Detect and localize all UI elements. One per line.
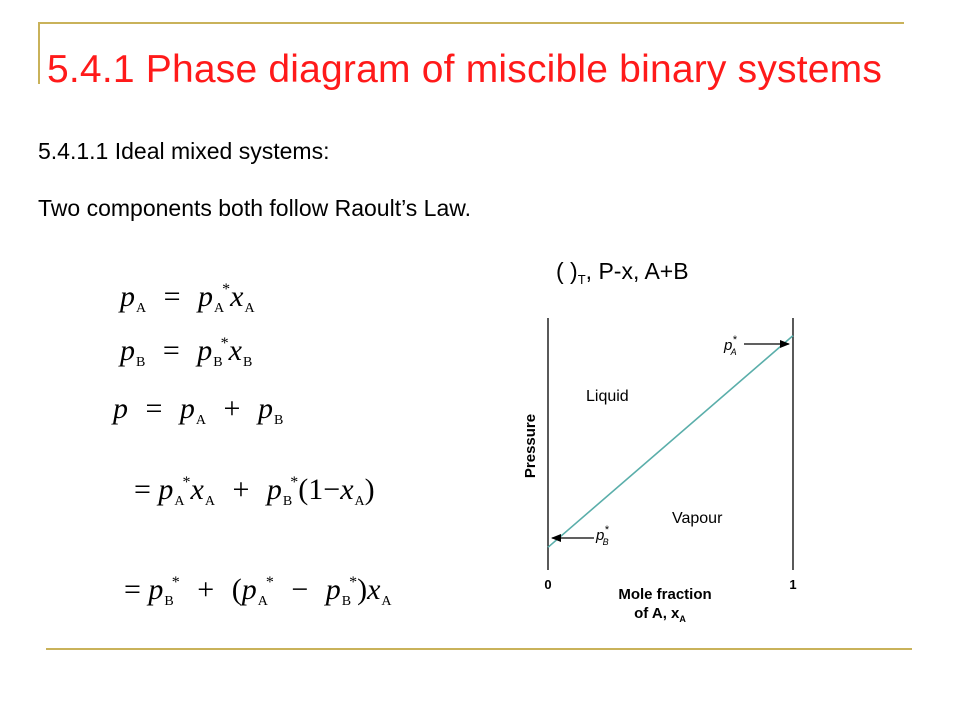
svg-text:p*A: p* A	[724, 334, 737, 357]
left-rule	[38, 22, 40, 84]
section-subtitle: 5.4.1.1 Ideal mixed systems:	[38, 138, 330, 164]
pB-star-label	[595, 524, 609, 547]
pA-star-label	[723, 334, 737, 357]
condition-subscript: T	[577, 272, 586, 287]
x-axis-label-line1: Mole fraction	[618, 586, 712, 603]
raoult-statement: Two components both follow Raoult’s Law.	[38, 195, 471, 221]
top-rule	[38, 22, 904, 24]
x-max-tick-label: 1	[789, 577, 797, 592]
y-axis-label: Pressure	[522, 413, 539, 479]
equation-partial-pressure-a: $p_A = p_A^*x_A$	[120, 280, 255, 316]
svg-text:p*B: p* B	[596, 524, 609, 547]
equation-partial-pressure-b: $p_B = p_B^*x_B$	[120, 334, 253, 370]
slide-title: 5.4.1 Phase diagram of miscible binary systems	[47, 48, 883, 91]
condition-suffix: , P-x, A+B	[585, 258, 689, 284]
phase-diagram	[500, 300, 820, 630]
bottom-rule	[46, 648, 912, 650]
diagram-condition	[556, 258, 689, 287]
ideal-pressure-line	[548, 336, 793, 548]
equation-total-pressure: $p = p_A + p_B$	[113, 392, 284, 428]
liquid-region-label: Liquid	[586, 388, 629, 405]
vapour-region-label: Vapour	[672, 510, 723, 527]
condition-prefix: ( )	[556, 258, 578, 284]
x-min-tick-label: 0	[544, 577, 552, 592]
x-axis-label-line2: of A, $x_A$	[634, 605, 686, 624]
equation-expanded: = $p_A^*x_A + p_B^*(1-x_A)$	[134, 473, 375, 509]
equation-linear-form: = $p_B^* + (p_A^* - p_B^*)x_A$	[124, 573, 392, 609]
